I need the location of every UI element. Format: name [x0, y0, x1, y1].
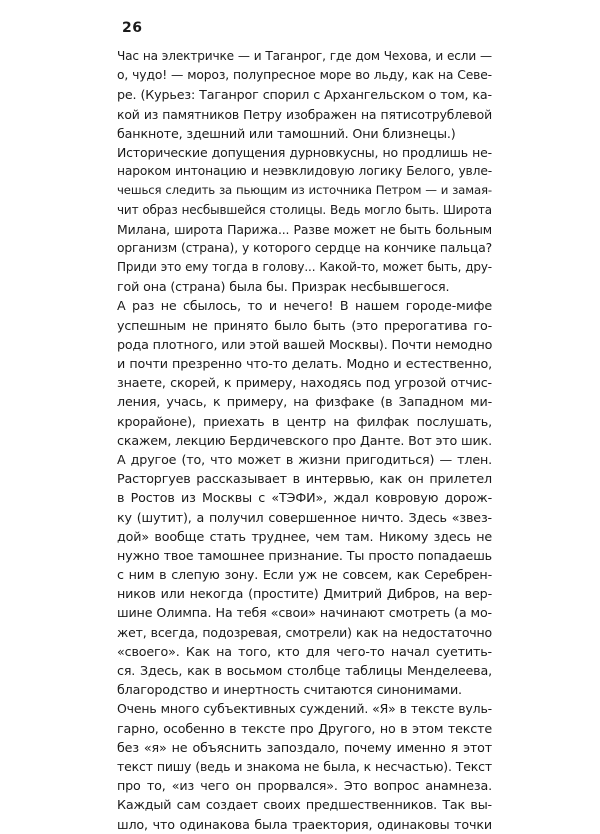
text-line: жет, всегда, подозревая, смотрели) как на недостаточно: [117, 624, 492, 640]
text-line: ся. Здесь, как в восьмом столбце таблицы Менделеева,: [117, 663, 492, 678]
text-line: чит образ несбывшейся столицы. Ведь могло быть. Широта: [117, 202, 492, 217]
text-line: ку (шутит), а получил совершенное ничто. Здесь «звез-: [117, 509, 492, 525]
text-line: Очень много субъективных суждений. «Я» в тексте вуль-: [117, 701, 492, 717]
text-line: в Ростов из Москвы с «ТЭФИ», ждал ковровую дорож-: [117, 490, 492, 506]
text-line: крорайоне), приехать в центр на филфак послушать,: [117, 413, 492, 429]
text-line: скажем, лекцию Бердичевского про Данте. Вот это шик.: [117, 432, 492, 448]
text-line: с ним в слепую зону. Если уж не совсем, как Серебрен-: [117, 567, 492, 583]
text-line: текст пишу (ведь и знакома не была, к несчастью). Текст: [117, 758, 492, 774]
text-line: нужно твое тамошнее признание. Ты просто попадаешь: [117, 547, 492, 563]
text-line: шло, что одинакова была траектория, одинаковы точки: [117, 816, 492, 832]
text-line: А другое (то, что может в жизни пригодиться) — тлен.: [117, 451, 492, 467]
text-line: ления, учась, к примеру, на физфаке (в Западном ми-: [117, 394, 492, 410]
text-line: о, чудо! — мороз, полупресное море во льду, как на Севе-: [117, 68, 492, 83]
text-line: ре. (Курьез: Таганрог спорил с Архангельском о том, ка-: [117, 87, 492, 103]
text-line: про то, «из чего он прорвался». Это вопрос анамнеза.: [117, 778, 492, 794]
text-line: без «я» не объяснить запоздало, почему именно я этот: [117, 739, 492, 755]
text-line: кой из памятников Петру изображен на пятисотрублевой: [117, 106, 492, 122]
page-number: 26: [122, 20, 143, 36]
text-line: А раз не сбылось, то и нечего! В нашем городе-мифе: [117, 298, 492, 314]
text-line: чешься следить за пьющим из источника Петром — и замая-: [117, 183, 492, 198]
text-line: знаете, скорей, к примеру, находясь под угрозой отчис-: [117, 375, 492, 391]
text-line: дой» вообще стать труднее, чем там. Никому здесь не: [117, 528, 492, 544]
text-line: гой она (страна) была бы. Призрак несбывшегося.: [117, 279, 450, 295]
text-line: гарно, особенно в тексте про Другого, но в этом тексте: [117, 720, 492, 736]
text-line: Исторические допущения дурновкусны, но продлишь не-: [117, 144, 492, 160]
body-text: [117, 47, 492, 834]
text-line: нароком интонацию и неэвклидовую логику Белого, увле-: [117, 164, 492, 179]
text-line: Каждый сам создает своих предшественников. Так вы-: [117, 797, 492, 813]
text-line: «своего». Как на того, кто для чего-то начал суетить-: [117, 643, 492, 659]
text-line: Расторгуев рассказывает в интервью, как он прилетел: [117, 471, 492, 487]
text-line: и почти презренно что-то делать. Модно и естественно,: [117, 356, 492, 371]
text-line: Приди это ему тогда в голову... Какой-то, может быть, дру-: [117, 260, 492, 275]
text-line: рода плотного, или этой вашей Москвы). Почти немодно: [117, 336, 493, 352]
text-line: ников или некогда (простите) Дмитрий Дибров, на вер-: [117, 586, 492, 602]
text-line: Милана, широта Парижа... Разве может не быть больным: [117, 221, 492, 237]
text-line: Час на электричке — и Таганрог, где дом Чехова, и если —: [117, 49, 492, 63]
text-line: организм (страна), у которого сердце на кончике пальца?: [117, 240, 492, 255]
text-line: благородство и инертность считаются синонимами.: [117, 682, 462, 698]
text-line: банкноте, здешний или тамошний. Они близнецы.): [117, 125, 456, 141]
text-line: успешным не принято было быть (это прерогатива го-: [117, 317, 492, 333]
text-line: шине Олимпа. На тебя «свои» начинают смотреть (а мо-: [117, 605, 492, 621]
